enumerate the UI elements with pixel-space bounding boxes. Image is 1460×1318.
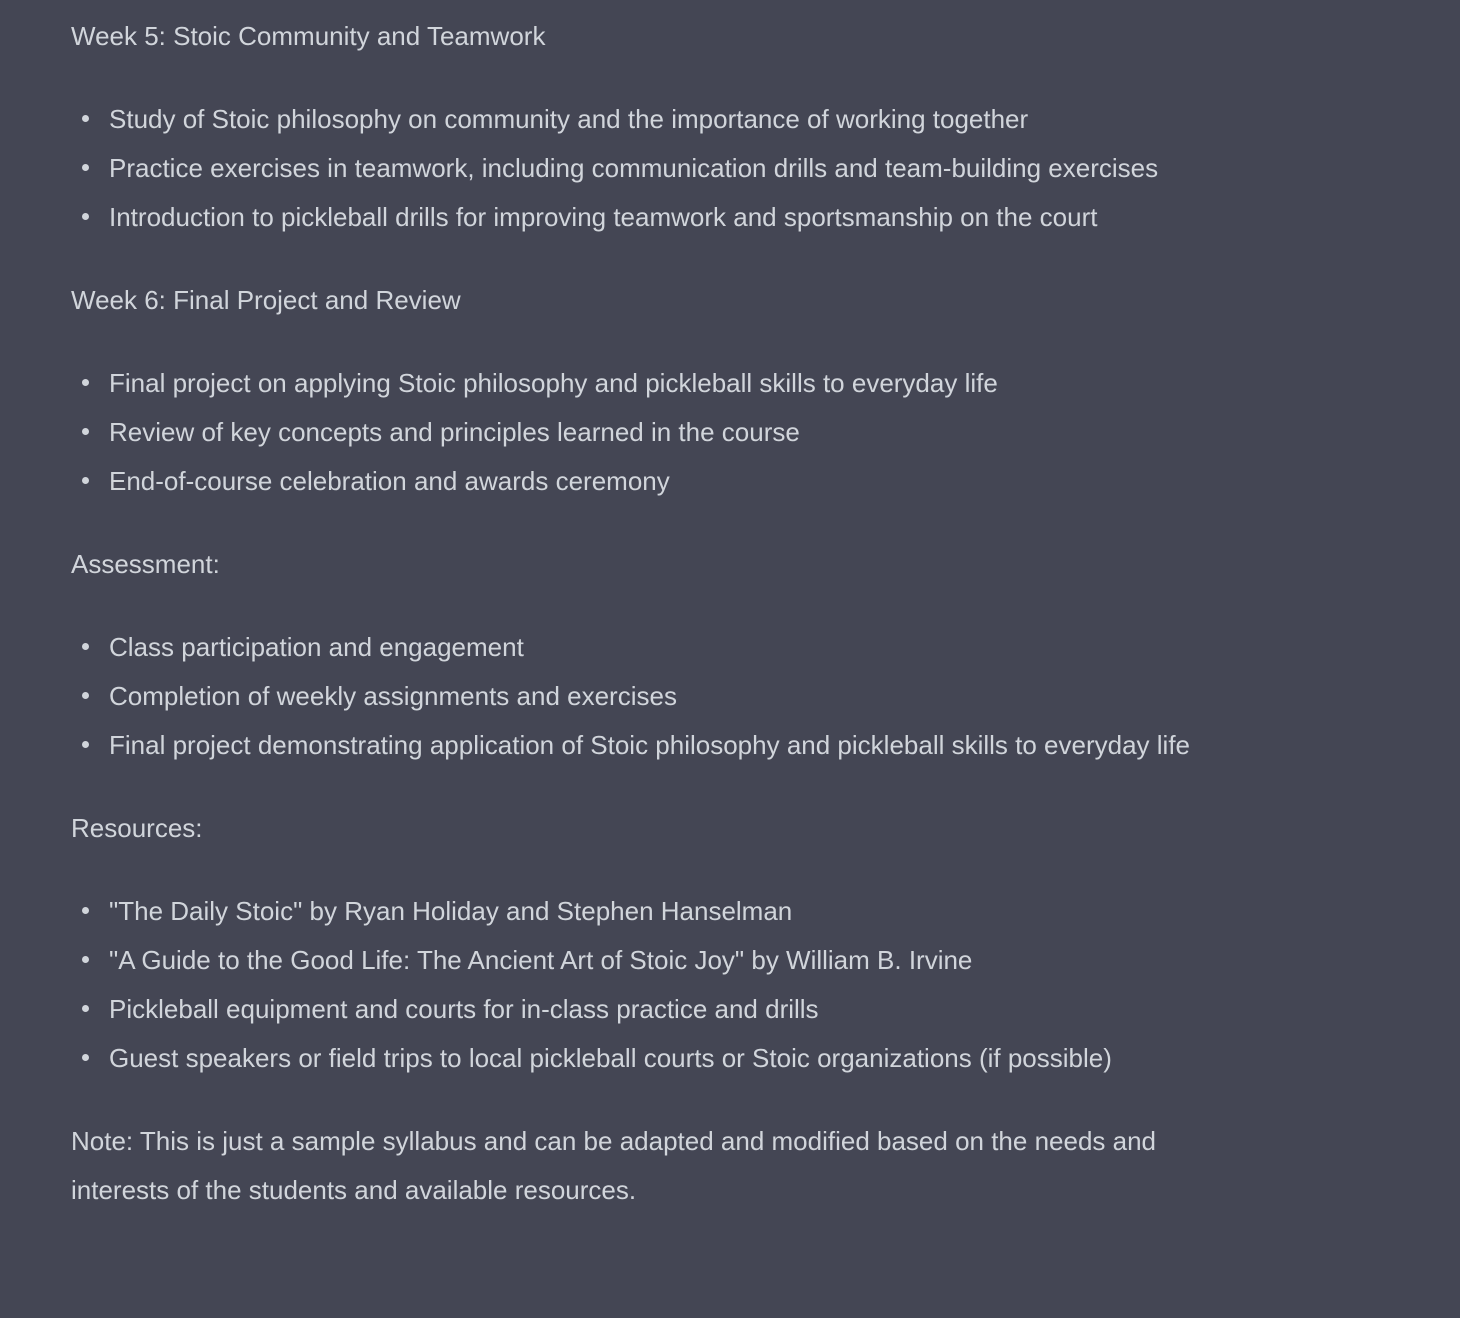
list-item-text: Final project on applying Stoic philosophy and pickleball skills to everyday life xyxy=(109,368,998,398)
list-item-text: Final project demonstrating application of Stoic philosophy and pickleball skills to everyday life xyxy=(109,730,1191,760)
bullet-dot-icon xyxy=(82,213,89,220)
list-item-text: "The Daily Stoic" by Ryan Holiday and Stephen Hanselman xyxy=(109,896,793,926)
list-item-text: "A Guide to the Good Life: The Ancient Art of Stoic Joy" by William B. Irvine xyxy=(109,945,973,975)
list-item xyxy=(109,359,1201,408)
assistant-message-content xyxy=(71,0,1201,1215)
list-item xyxy=(109,193,1201,242)
bullet-dot-icon xyxy=(82,741,89,748)
resources-heading: Resources: xyxy=(71,813,203,843)
list-item xyxy=(109,985,1201,1034)
bullet-dot-icon xyxy=(82,1005,89,1012)
bullet-dot-icon xyxy=(82,115,89,122)
week-6-heading: Week 6: Final Project and Review xyxy=(71,285,461,315)
week-6-list xyxy=(71,359,1201,506)
resources-list xyxy=(71,887,1201,1083)
bullet-dot-icon xyxy=(82,428,89,435)
bullet-dot-icon xyxy=(82,956,89,963)
list-item-text: Review of key concepts and principles learned in the course xyxy=(109,417,800,447)
list-item-text: Pickleball equipment and courts for in-class practice and drills xyxy=(109,994,819,1024)
assessment-heading: Assessment: xyxy=(71,549,220,579)
list-item-text: Study of Stoic philosophy on community and the importance of working together xyxy=(109,104,1029,134)
week-5-list xyxy=(71,95,1201,242)
list-item xyxy=(109,457,1201,506)
bullet-dot-icon xyxy=(82,1054,89,1061)
list-item xyxy=(109,95,1201,144)
list-item xyxy=(109,887,1201,936)
list-item xyxy=(109,672,1201,721)
list-item xyxy=(109,721,1201,770)
note-paragraph: Note: This is just a sample syllabus and can be adapted and modified based on the needs and interests of the students and available resources. xyxy=(71,1126,1157,1205)
bullet-dot-icon xyxy=(82,907,89,914)
list-item-text: Completion of weekly assignments and exercises xyxy=(109,681,677,711)
list-item-text: Class participation and engagement xyxy=(109,632,524,662)
list-item xyxy=(109,1034,1201,1083)
week-5-heading: Week 5: Stoic Community and Teamwork xyxy=(71,21,546,51)
list-item-text: Introduction to pickleball drills for improving teamwork and sportsmanship on the court xyxy=(109,202,1098,232)
list-item xyxy=(109,936,1201,985)
assessment-list xyxy=(71,623,1201,770)
list-item xyxy=(109,623,1201,672)
list-item-text: Guest speakers or field trips to local pickleball courts or Stoic organizations (if possible) xyxy=(109,1043,1112,1073)
bullet-dot-icon xyxy=(82,477,89,484)
list-item xyxy=(109,144,1201,193)
bullet-dot-icon xyxy=(82,379,89,386)
list-item-text: Practice exercises in teamwork, including communication drills and team-building exercises xyxy=(109,153,1159,183)
list-item xyxy=(109,408,1201,457)
bullet-dot-icon xyxy=(82,164,89,171)
bullet-dot-icon xyxy=(82,692,89,699)
list-item-text: End-of-course celebration and awards ceremony xyxy=(109,466,670,496)
bullet-dot-icon xyxy=(82,643,89,650)
